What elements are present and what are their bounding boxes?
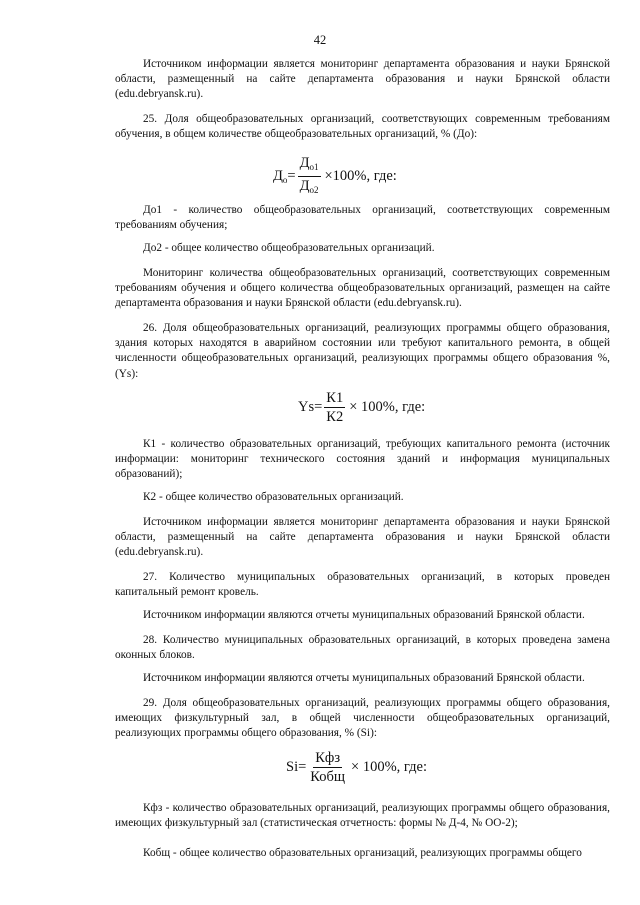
formula-do: [273, 155, 397, 198]
paragraph-do2-definition: До2 - общее количество общеобразовательных организаций.: [143, 242, 435, 254]
paragraph-source-2: Источником информации является мониторинг департамента образования и науки Брянской области, размещенный на сайте департамента образования и науки Брянской области (edu.debryansk.ru).: [115, 516, 610, 559]
paragraph-do1-definition: До1 - количество общеобразовательных организаций, соответствующих современным требованиям обучения;: [115, 204, 610, 232]
paragraph-kfz-definition: Кфз - количество образовательных организаций, реализующих программы общего образования, имеющих физкультурный зал (статистическая отчетность: формы № Д-4, № ОО-2);: [115, 802, 610, 830]
paragraph-item-28: 28. Количество муниципальных образовательных организаций, в которых проведена замена оконных блоков.: [115, 634, 610, 662]
formula-lhs: $Д_о$: [273, 168, 288, 185]
formula-fraction: [324, 390, 345, 425]
paragraph-k2-definition: К2 - общее количество образовательных организаций.: [143, 491, 404, 503]
formula-denominator: Кобщ: [310, 769, 346, 785]
page-number: 42: [313, 33, 327, 47]
formula-fraction: [308, 750, 347, 785]
formula-denominator: К2: [326, 409, 344, 425]
formula-numerator: $Д_{о1}$: [298, 155, 321, 177]
formula-lhs: Si=: [286, 759, 307, 775]
formula-tail: × 100%, где:: [351, 759, 427, 775]
formula-tail: ×100%, где:: [324, 168, 397, 184]
paragraph-kobshch-definition: Кобщ - общее количество образовательных организаций, реализующих программы общего: [143, 847, 582, 859]
paragraph-item-27: 27. Количество муниципальных образовательных организаций, в которых проведен капитальный ремонт кровель.: [115, 571, 610, 599]
formula-numerator: Кфз: [315, 750, 341, 766]
formula-denominator: $Д_{о2}$: [299, 178, 319, 195]
formula-ys: [298, 390, 425, 425]
formula-eq: =: [287, 168, 296, 184]
paragraph-source-3: Источником информации являются отчеты муниципальных образований Брянской области.: [143, 609, 585, 621]
formula-tail: × 100%, где:: [349, 399, 426, 415]
paragraph-item-25: 25. Доля общеобразовательных организаций, соответствующих современным требованиям обучения, в общем количестве общеобразовательных организаций, % (До):: [115, 113, 610, 141]
formula-lhs: Ys=: [298, 399, 323, 415]
paragraph-source-4: Источником информации являются отчеты муниципальных образований Брянской области.: [143, 672, 585, 684]
formula-si: [286, 750, 427, 785]
formula-fraction: [298, 155, 321, 198]
paragraph-source-1: Источником информации является мониторинг департамента образования и науки Брянской области, размещенный на сайте департамента образования и науки Брянской области (edu.debryansk.ru).: [115, 58, 610, 101]
paragraph-item-29: 29. Доля общеобразовательных организаций, реализующих программы общего образования, имеющих физкультурный зал, в общей численности общеобразовательных организаций, реализующих программы общего образования, % (Si):: [115, 697, 610, 740]
paragraph-item-26: 26. Доля общеобразовательных организаций, реализующих программы общего образования, здания которых находятся в аварийном состоянии или требуют капитального ремонта, в общей численности общеобразовательных организаций, реализующих программы общего образования %, (Ys):: [115, 322, 610, 380]
formula-numerator: К1: [326, 390, 344, 406]
paragraph-monitoring: Мониторинг количества общеобразовательных организаций, соответствующих современным требованиям обучения и общего количества общеобразовательных организаций, размещен на сайте департамента образования и науки Брянской области (edu.debryansk.ru).: [115, 267, 610, 310]
paragraph-k1-definition: К1 - количество образовательных организаций, требующих капитального ремонта (источник информации: мониторинг технического состояния зданий и информация муниципальных образований);: [115, 438, 610, 481]
